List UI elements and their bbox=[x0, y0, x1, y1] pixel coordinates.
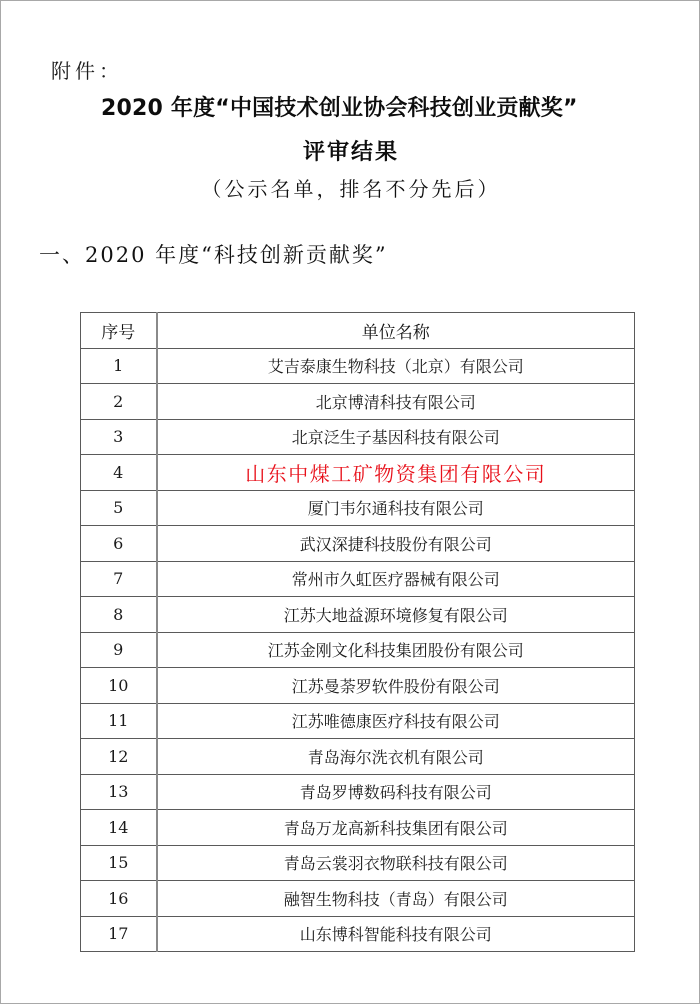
row-index: 17 bbox=[81, 916, 157, 952]
row-index: 15 bbox=[81, 845, 157, 881]
company-name: 武汉深捷科技股份有限公司 bbox=[157, 526, 635, 562]
row-index: 13 bbox=[81, 774, 157, 810]
table-row bbox=[81, 490, 635, 526]
table-row bbox=[81, 774, 635, 810]
company-name: 江苏唯德康医疗科技有限公司 bbox=[157, 703, 635, 739]
row-index: 10 bbox=[81, 668, 157, 704]
table-header-row bbox=[81, 313, 635, 349]
document-title-line-2: 评审结果 bbox=[302, 140, 399, 165]
company-name: 青岛罗博数码科技有限公司 bbox=[157, 774, 635, 810]
table-row bbox=[81, 668, 635, 704]
row-index: 6 bbox=[81, 526, 157, 562]
company-name: 艾吉泰康生物科技（北京）有限公司 bbox=[157, 348, 635, 384]
table-row bbox=[81, 739, 635, 775]
column-header-name: 单位名称 bbox=[157, 313, 635, 349]
company-name: 山东博科智能科技有限公司 bbox=[157, 916, 635, 952]
document-title-line-1: 2020 年度“中国技术创业协会科技创业贡献奖” bbox=[101, 96, 578, 121]
row-index: 8 bbox=[81, 597, 157, 633]
row-index: 9 bbox=[81, 632, 157, 668]
table-row bbox=[81, 348, 635, 384]
company-name: 北京泛生子基因科技有限公司 bbox=[157, 419, 635, 455]
company-name: 江苏大地益源环境修复有限公司 bbox=[157, 597, 635, 633]
company-name: 常州市久虹医疗器械有限公司 bbox=[157, 561, 635, 597]
row-index: 4 bbox=[81, 455, 157, 491]
row-index: 16 bbox=[81, 881, 157, 917]
company-name: 江苏金刚文化科技集团股份有限公司 bbox=[157, 632, 635, 668]
table-row bbox=[81, 632, 635, 668]
company-name: 青岛万龙高新科技集团有限公司 bbox=[157, 810, 635, 846]
attachment-label: 附件： bbox=[51, 59, 123, 83]
row-index: 7 bbox=[81, 561, 157, 597]
company-name: 江苏曼荼罗软件股份有限公司 bbox=[157, 668, 635, 704]
document-subtitle: （公示名单，排名不分先后） bbox=[201, 177, 501, 201]
company-name-highlighted: 山东中煤工矿物资集团有限公司 bbox=[157, 455, 635, 491]
table-row bbox=[81, 810, 635, 846]
award-winners-table bbox=[80, 312, 635, 952]
company-name: 厦门韦尔通科技有限公司 bbox=[157, 490, 635, 526]
table-row-highlighted bbox=[81, 455, 635, 491]
table-row bbox=[81, 916, 635, 952]
company-name: 北京博清科技有限公司 bbox=[157, 384, 635, 420]
table-row bbox=[81, 526, 635, 562]
table-row bbox=[81, 384, 635, 420]
company-name: 青岛海尔洗衣机有限公司 bbox=[157, 739, 635, 775]
row-index: 3 bbox=[81, 419, 157, 455]
table-row bbox=[81, 845, 635, 881]
table-row bbox=[81, 561, 635, 597]
column-header-index: 序号 bbox=[81, 313, 157, 349]
row-index: 12 bbox=[81, 739, 157, 775]
row-index: 11 bbox=[81, 703, 157, 739]
row-index: 5 bbox=[81, 490, 157, 526]
table-row bbox=[81, 419, 635, 455]
section-heading: 一、2020 年度“科技创新贡献奖” bbox=[39, 243, 388, 267]
company-name: 青岛云裳羽衣物联科技有限公司 bbox=[157, 845, 635, 881]
row-index: 14 bbox=[81, 810, 157, 846]
row-index: 1 bbox=[81, 348, 157, 384]
table-row bbox=[81, 597, 635, 633]
row-index: 2 bbox=[81, 384, 157, 420]
table-row bbox=[81, 881, 635, 917]
company-name: 融智生物科技（青岛）有限公司 bbox=[157, 881, 635, 917]
table-row bbox=[81, 703, 635, 739]
